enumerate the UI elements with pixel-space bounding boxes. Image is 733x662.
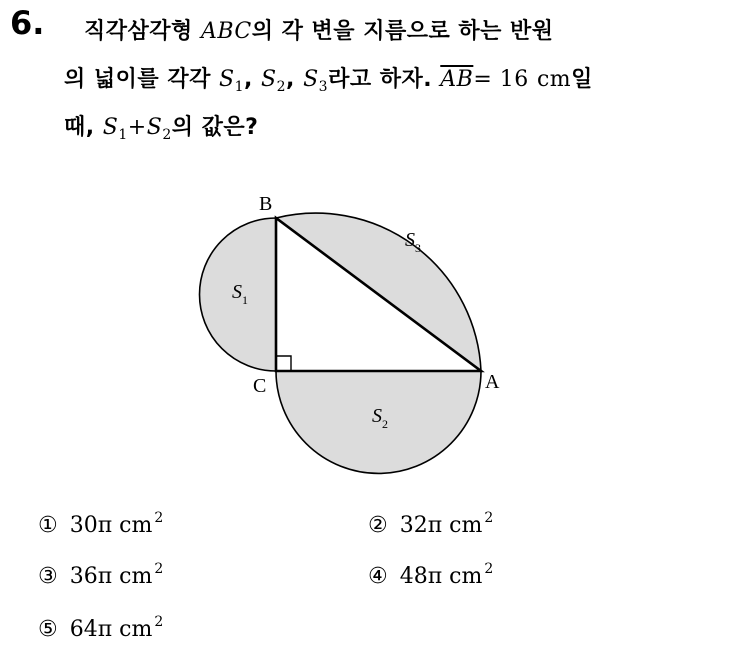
question-text: 라고 하자.: [328, 67, 433, 92]
segment-ab: $\overline{AB}$: [440, 67, 474, 92]
comma: ,: [286, 67, 295, 92]
choice-exponent: 2: [154, 561, 164, 577]
question-text: 의 넓이를 각각: [64, 67, 211, 92]
choice-1[interactable]: [38, 510, 163, 538]
choice-value: 48π cm: [399, 564, 483, 589]
vertex-a-label: A: [485, 371, 500, 393]
subscript: 1: [234, 79, 245, 95]
segment-length: = 16: [473, 67, 529, 92]
region-sub: 2: [382, 417, 388, 431]
var-s: S: [303, 67, 319, 92]
choice-value: 30π cm: [69, 513, 153, 538]
region-sub: 3: [415, 241, 421, 255]
region-s: S: [405, 229, 415, 251]
question-text: 의 값은?: [171, 115, 259, 140]
choice-marker: ⑤: [38, 617, 58, 642]
choice-marker: ④: [368, 564, 388, 589]
question-text: 직각삼각형: [84, 19, 193, 44]
question-text: 일: [571, 67, 593, 92]
question-text: 때,: [64, 115, 95, 140]
question-text: 의 각 변을 지름으로 하는 반원: [251, 19, 554, 44]
choice-exponent: 2: [154, 510, 164, 526]
subscript: 2: [276, 79, 287, 95]
var-s: S: [219, 67, 235, 92]
choice-value: 36π cm: [69, 564, 153, 589]
subscript: 1: [118, 127, 128, 143]
choice-2[interactable]: [368, 510, 493, 538]
vertex-c-label: C: [253, 375, 267, 397]
triangle-name: ABC: [200, 19, 252, 44]
choice-value: 32π cm: [399, 513, 483, 538]
region-s: S: [372, 405, 382, 427]
var-s: S: [261, 67, 277, 92]
var-s: S: [102, 115, 119, 140]
choice-marker: ②: [368, 513, 388, 538]
choice-value: 64π cm: [69, 617, 153, 642]
choice-marker: ③: [38, 564, 58, 589]
choice-4[interactable]: [368, 561, 493, 589]
choice-3[interactable]: [38, 561, 163, 589]
var-s: S: [146, 115, 163, 140]
choice-marker: ①: [38, 513, 58, 538]
choice-exponent: 2: [484, 561, 494, 577]
unit: cm: [536, 67, 572, 92]
subscript: 2: [162, 127, 172, 143]
subscript: 3: [318, 79, 329, 95]
region-s: S: [232, 281, 242, 303]
choice-exponent: 2: [154, 614, 164, 630]
choice-5[interactable]: [38, 614, 163, 642]
comma: ,: [244, 67, 253, 92]
region-sub: 1: [242, 293, 248, 307]
question-number: 6.: [10, 4, 45, 42]
choice-exponent: 2: [484, 510, 494, 526]
vertex-b-label: B: [259, 193, 273, 215]
plus-sign: +: [127, 115, 147, 140]
